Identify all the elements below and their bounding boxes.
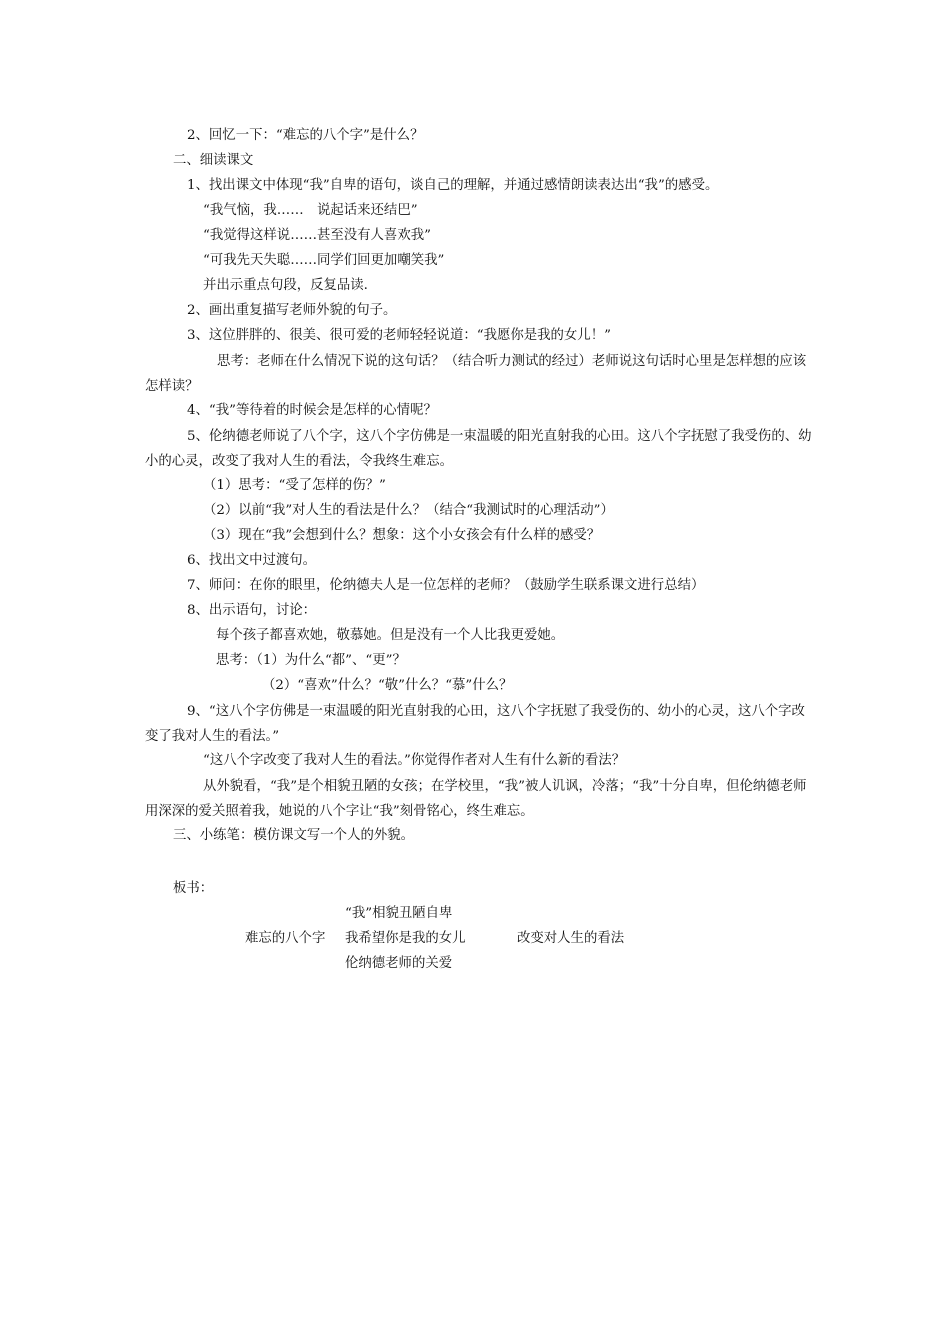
sub-question: （1）思考：“受了怎样的伤？” bbox=[203, 478, 386, 493]
think-question: 思考：（1）为什么“都”、“更”？ bbox=[216, 653, 406, 668]
sentence-display: 每个孩子都喜欢她，敬慕她。但是没有一个人比我更爱她。 bbox=[216, 628, 565, 643]
task-7: 7、师问：在你的眼里，伦纳德夫人是一位怎样的老师？（鼓励学生联系课文进行总结） bbox=[187, 578, 705, 593]
summary-paragraph: 从外貌看，“我”是个相貌丑陋的女孩；在学校里，“我”被人讥讽，冷落；“我”十分自卑，但伦纳德老师用深深的爱关照着我，她说的八个字让“我”刻骨铭心，终生难忘。 bbox=[145, 779, 807, 819]
board-right-item: 改变对人生的看法 bbox=[517, 931, 625, 946]
task-8: 8、出示语句，讨论： bbox=[187, 603, 317, 618]
board-middle-item: “我”相貌丑陋自卑 bbox=[345, 906, 453, 921]
think-paragraph: 思考：老师在什么情况下说的这句话？（结合听力测试的经过）老师说这句话时心里是怎样想的应该怎样读？ bbox=[145, 354, 807, 394]
instruction-line: 并出示重点句段，反复品读. bbox=[203, 278, 368, 293]
board-middle-item: 伦纳德老师的关爱 bbox=[345, 956, 453, 971]
think-question: （2）“喜欢”什么？“敬”什么？“慕”什么？ bbox=[262, 678, 513, 693]
review-question: 2、回忆一下：“难忘的八个字”是什么？ bbox=[187, 128, 424, 143]
board-left-title: 难忘的八个字 bbox=[245, 931, 326, 946]
task-5: 5、伦纳德老师说了八个字，这八个字仿佛是一束温暖的阳光直射我的心田。这八个字抚慰了我受伤的、幼小的心灵，改变了我对人生的看法，令我终生难忘。 bbox=[145, 429, 812, 469]
board-heading: 板书： bbox=[173, 881, 214, 896]
section-heading-close-reading: 二、细读课文 bbox=[173, 153, 254, 168]
task-1: 1、找出课文中体现“我”自卑的语句，谈自己的理解，并通过感情朗读表达出“我”的感受。 bbox=[187, 178, 719, 193]
board-middle-item: 我希望你是我的女儿 bbox=[345, 931, 466, 946]
task-4: 4、“我”等待着的时候会是怎样的心情呢？ bbox=[187, 403, 437, 418]
task-2: 2、画出重复描写老师外貌的句子。 bbox=[187, 303, 397, 318]
quote-line: “可我先天失聪……同学们回更加嘲笑我” bbox=[203, 253, 445, 268]
task-6: 6、找出文中过渡句。 bbox=[187, 553, 317, 568]
discussion-question: “这八个字改变了我对人生的看法。”你觉得作者对人生有什么新的看法？ bbox=[203, 753, 626, 768]
quote-line: “我气恼，我…… 说起话来还结巴” bbox=[203, 203, 418, 218]
quote-line: “我觉得这样说……甚至没有人喜欢我” bbox=[203, 228, 431, 243]
sub-question: （2）以前“我”对人生的看法是什么？（结合“我测试时的心理活动”） bbox=[203, 503, 614, 518]
section-heading-practice: 三、小练笔：模仿课文写一个人的外貌。 bbox=[173, 828, 415, 843]
sub-question: （3）现在“我”会想到什么？想象：这个小女孩会有什么样的感受？ bbox=[203, 528, 601, 543]
task-9: 9、“这八个字仿佛是一束温暖的阳光直射我的心田，这八个字抚慰了我受伤的、幼小的心灵，这八个字改变了我对人生的看法。” bbox=[145, 704, 805, 744]
task-3: 3、这位胖胖的、很美、很可爱的老师轻轻说道：“我愿你是我的女儿！” bbox=[187, 328, 611, 343]
